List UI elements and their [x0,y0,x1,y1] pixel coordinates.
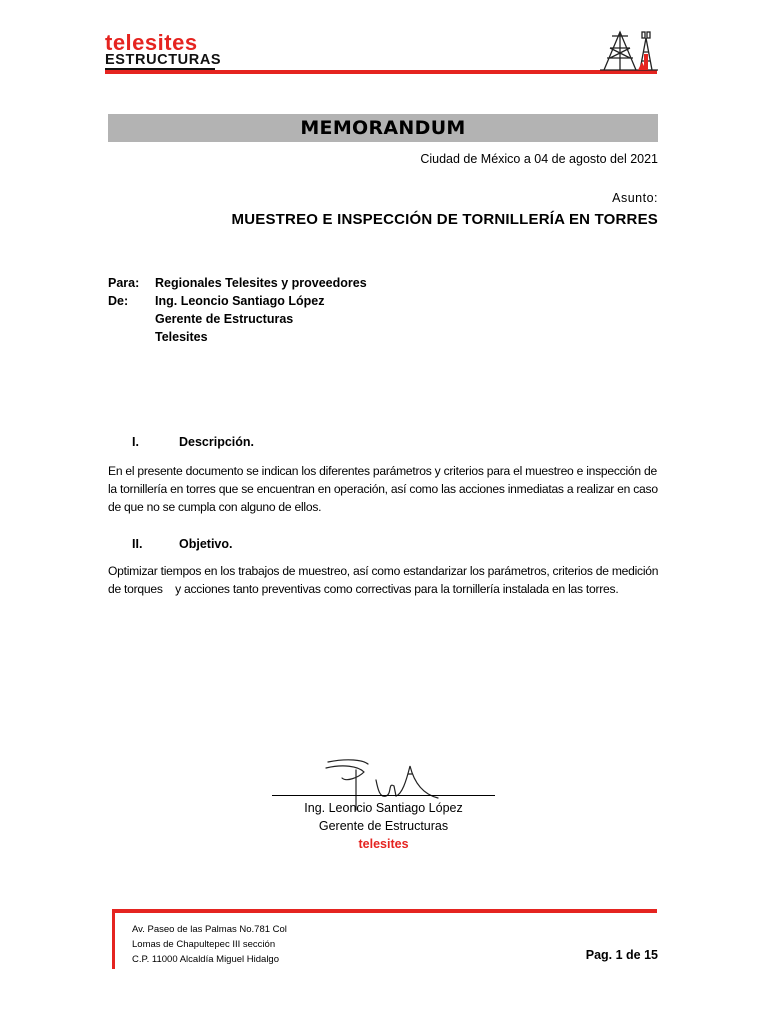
memo-date: Ciudad de México a 04 de agosto del 2021 [420,152,658,166]
de-role: Gerente de Estructuras [155,312,294,326]
section-body-2 [108,562,668,598]
de-label: De: [108,294,129,308]
body-line: Optimizar tiempos en los trabajos de muestreo, así como estandarizar los parámetros, criterios de medición [108,564,659,578]
de-name: Ing. Leoncio Santiago López [155,294,325,308]
section-number-1: I. [132,435,139,449]
tower-logo-icon [598,28,660,72]
section-title-1: Descripción. [179,435,255,449]
signer-company: telesites [358,837,409,851]
body-line: de que no se cumpla con alguno de ellos. [108,500,322,514]
subject-title: MUESTREO E INSPECCIÓN DE TORNILLERÍA EN TORRES [231,211,658,228]
para-value: Regionales Telesites y proveedores [155,276,367,290]
de-company: Telesites [155,330,208,344]
address-line: C.P. 11000 Alcaldía Miguel Hidalgo [132,954,279,965]
section-title-2: Objetivo. [179,537,233,551]
signer-name: Ing. Leoncio Santiago López [304,801,463,815]
signature-line [272,795,495,796]
address-line: Lomas de Chapultepec III sección [132,939,276,950]
signer-role: Gerente de Estructuras [318,819,449,833]
signature-block [272,799,495,853]
address-line: Av. Paseo de las Palmas No.781 Col [132,924,287,935]
logo-telesites: telesites [105,30,198,55]
page-number: Pag. 1 de 15 [585,948,658,962]
memo-title-bar [108,114,658,142]
page-title: MEMORANDUM [300,117,466,139]
footer-accent-bar [112,911,115,969]
header-divider [105,70,657,74]
body-line: la tornillería en torres que se encuentran en operación, así como las acciones inmediatas a realizar en caso [108,482,658,496]
subject-label: Asunto: [612,191,658,205]
footer-address [132,922,287,967]
logo-estructuras: ESTRUCTURAS [105,52,222,68]
section-body-1 [108,462,668,516]
body-line: de torques y acciones tanto preventivas como correctivas para la tornillería instalada en las torres. [108,582,619,596]
footer-divider [112,909,657,913]
para-label: Para: [108,276,140,290]
section-number-2: II. [132,537,143,551]
body-line: En el presente documento se indican los diferentes parámetros y criterios para el muestreo e inspección de [108,464,657,478]
